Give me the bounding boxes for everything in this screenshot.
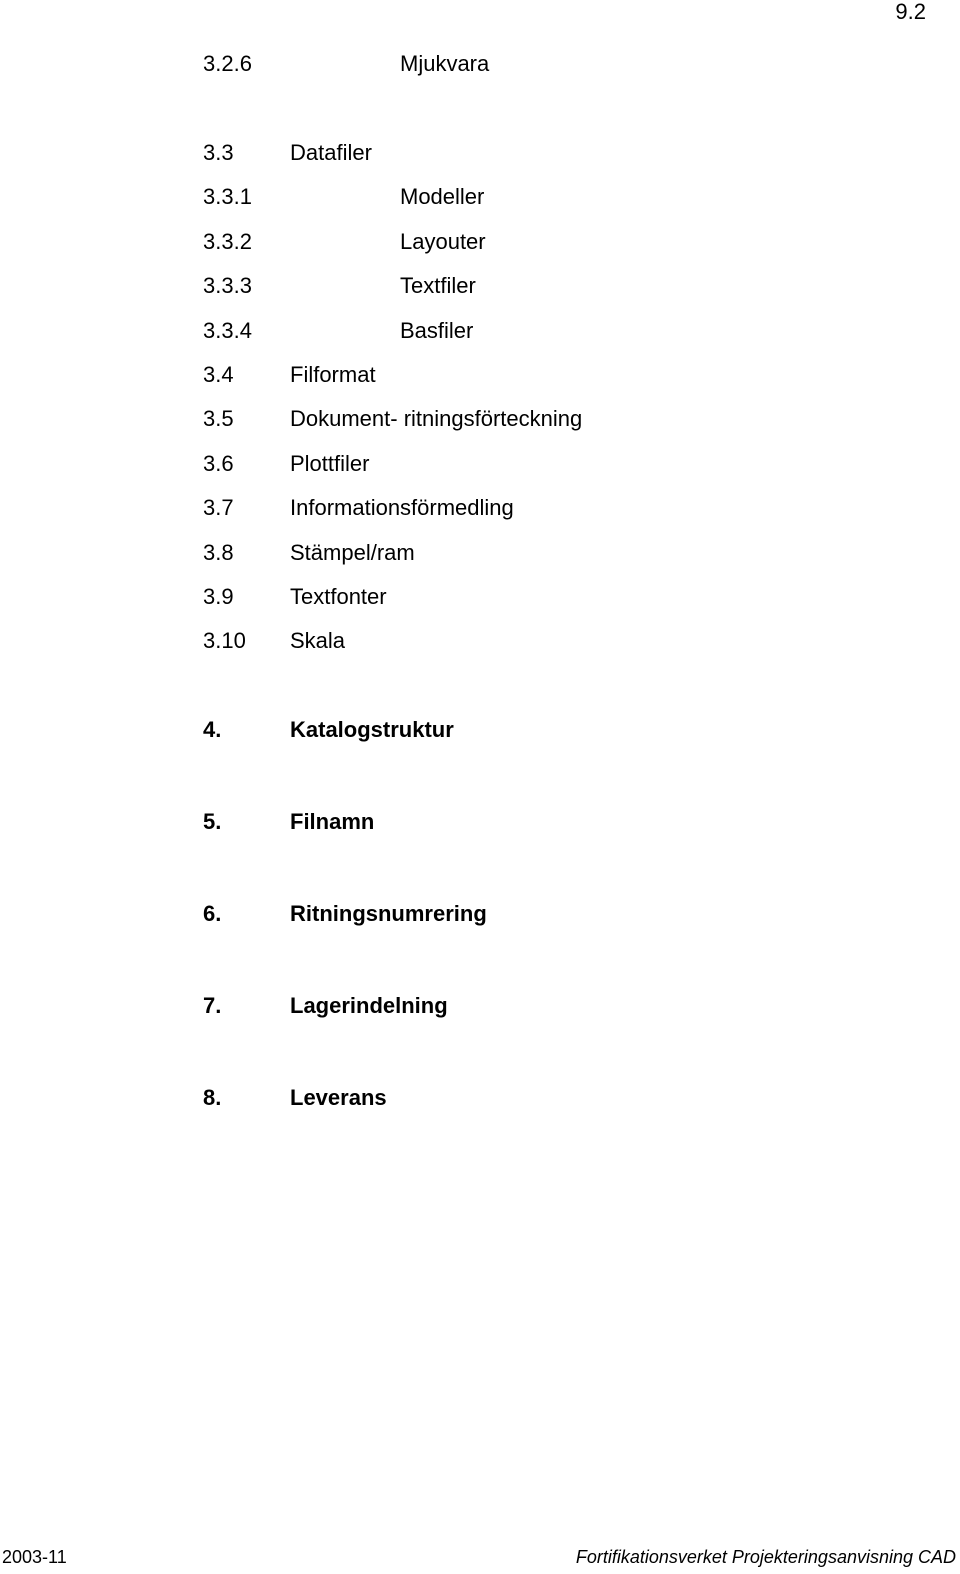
toc-entry-number: 3.4 [203, 362, 234, 387]
toc-entry-title: Mjukvara [400, 51, 490, 76]
toc-entry-number: 3.3.2 [203, 229, 252, 254]
toc-entry-title: Dokument- ritningsförteckning [290, 406, 583, 431]
toc-entry-title: Datafiler [290, 140, 372, 165]
toc-entry-title: Plottfiler [290, 451, 370, 476]
toc-entry-number: 3.2.6 [203, 51, 252, 76]
toc-chapter-number: 7. [203, 993, 222, 1018]
toc-entry-number: 3.8 [203, 540, 234, 565]
toc-chapter-title: Filnamn [290, 809, 375, 834]
toc-entry-number: 3.5 [203, 406, 234, 431]
footer-document-title: Fortifikationsverket Projekteringsanvisning CAD [575, 1547, 956, 1567]
toc-entry-title: Skala [290, 628, 346, 653]
toc-entry-number: 3.3 [203, 140, 234, 165]
toc-entry-title: Layouter [400, 229, 486, 254]
toc-entry-number: 3.3.4 [203, 318, 252, 343]
toc-entry-title: Informationsförmedling [290, 495, 514, 520]
toc-entry-title: Modeller [400, 184, 485, 209]
page-footer [0, 1542, 960, 1574]
toc-chapter-number: 5. [203, 809, 222, 834]
toc-chapter-number: 8. [203, 1085, 222, 1110]
toc-entry-title: Textfonter [290, 584, 387, 609]
toc-chapter-title: Leverans [290, 1085, 387, 1110]
toc-entry-number: 3.3.3 [203, 273, 252, 298]
toc-chapter-number: 4. [203, 717, 222, 742]
toc-entry-title: Basfiler [400, 318, 474, 343]
toc-chapter-title: Katalogstruktur [290, 717, 454, 742]
toc-entry-number: 3.3.1 [203, 184, 252, 209]
page-number: 9.2 [895, 0, 926, 24]
toc-entry-title: Textfiler [400, 273, 476, 298]
toc-entry-number: 3.7 [203, 495, 234, 520]
toc-chapter-title: Lagerindelning [290, 993, 448, 1018]
toc-chapter-title: Ritningsnumrering [290, 901, 487, 926]
toc-entry-number: 3.6 [203, 451, 234, 476]
toc-chapter-number: 6. [203, 901, 222, 926]
toc-entry-title: Stämpel/ram [290, 540, 415, 565]
toc-entry-number: 3.10 [203, 628, 246, 653]
toc-entry-number: 3.9 [203, 584, 234, 609]
toc-entry-title: Filformat [290, 362, 376, 387]
footer-date: 2003-11 [2, 1547, 67, 1567]
